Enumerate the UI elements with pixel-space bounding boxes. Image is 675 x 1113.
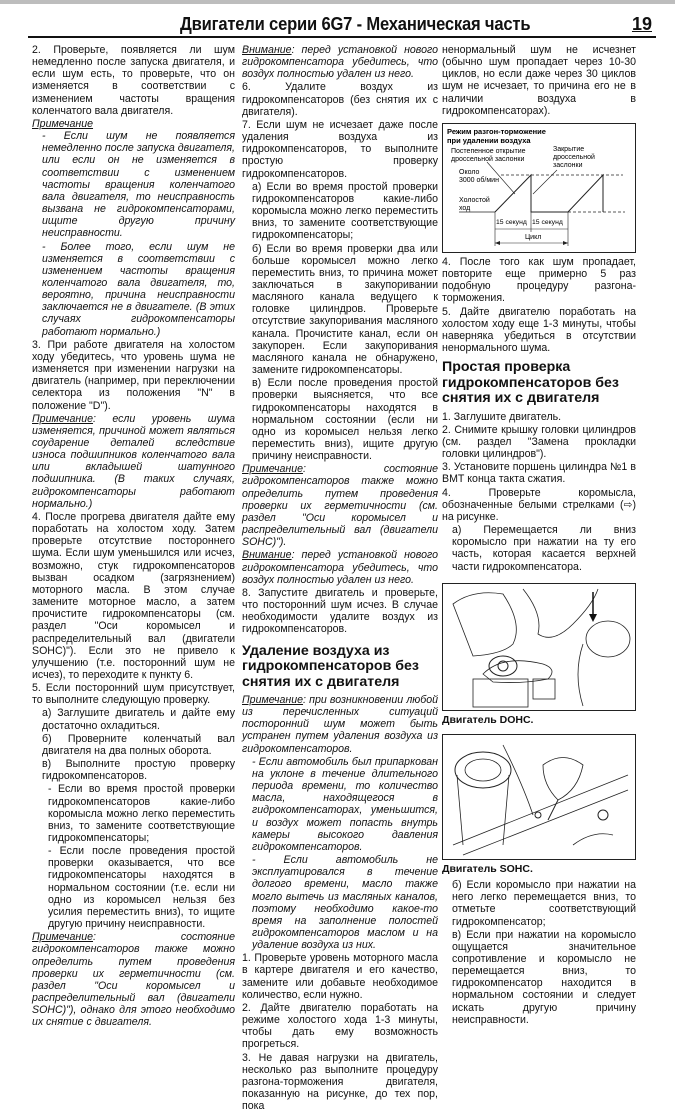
- substep-c: в) Если после проведения простой проверки выясняется, что все гидрокомпенсаторы находятся в нормальном состоянии (если ни одно из коромысел нельзя легко переместить вниз), ищите другую причину неисправности.: [252, 377, 438, 463]
- step-5: 5. Если посторонний шум присутствует, то выполните следующую проверку.: [32, 682, 235, 707]
- column-3: [442, 44, 636, 1027]
- note-text: : состояние гидрокомпенсаторов также можно определить путем проведения проверки их герметичности (см. раздел "Оси коромысел и распределительный вал (двигатели SOHC)").: [242, 463, 438, 549]
- warning-label: Внимание: [242, 44, 292, 56]
- dohc-rocker-drawing: [443, 584, 634, 710]
- check-substep-b: б) Если коромысло при нажатии на него легко перемещается вниз, то отметьте соответствующий гидрокомпенсатор;: [452, 879, 636, 928]
- check-substep-a: а) Перемещается ли вниз коромысло при нажатии на ту его часть, которая касается верхней части гидрокомпенсатора.: [452, 524, 636, 573]
- substep-item: - Если во время простой проверки гидрокомпенсаторов какие-либо коромысла можно легко переместить вниз, то замените соответствующие гидрокомпенсаторы;: [48, 783, 235, 844]
- check-step-4: [442, 487, 636, 523]
- cycle-chart: [443, 124, 634, 252]
- idle-label-line1: Холостой: [459, 196, 490, 204]
- substep-item: - Если после проведения простой проверки оказывается, что все гидрокомпенсаторы находятся в нормальном состоянии (т.е. если ни одно из коромысел нельзя без усилия переместить вниз), то ищите другую причину неисправности.: [48, 845, 235, 931]
- substep-a: а) Если во время простой проверки гидрокомпенсаторов какие-либо коромысла можно легко переместить вниз, то замените соответствующие гидрокомпенсаторы;: [252, 180, 438, 242]
- duration-label-1: 15 секунд: [496, 218, 527, 226]
- note: [32, 413, 235, 510]
- bleed-step-4: 4. После того как шум пропадает, повторите еще примерно 5 раз подобную процедуру разгона-торможения.: [442, 255, 636, 305]
- note-label: Примечание: [242, 694, 304, 706]
- step-7: 7. Если шум не исчезает даже после удаления воздуха из гидрокомпенсаторов, то выполните простую проверку гидрокомпенсаторов.: [242, 118, 438, 180]
- close-leader: [533, 170, 557, 194]
- check-step-3: 3. Установите поршень цилиндра №1 в ВМТ конца такта сжатия.: [442, 461, 636, 486]
- note-label: Примечание: [32, 117, 94, 130]
- note-label: Примечание: [32, 412, 94, 425]
- substep-b: б) Проверните коленчатый вал двигателя на два полных оборота.: [42, 732, 235, 757]
- check-step-4-text-end: ) на рисунке.: [442, 498, 636, 523]
- note-item: - Если шум не появляется немедленно после запуска двигателя, или если он не изменяется в соответствии с изменением частоты вращения коленчатого вала двигателя, то неисправность вызвана не гидрокомпенсаторами, ищите другую причину неисправности.: [42, 130, 235, 240]
- note-item: - Более того, если шум не изменяется в соответствии с изменением частоты вращения коленчатого вала двигателя, то, вероятно, причина неисправности заключается не в двигателе. (В этих случаях гидрокомпенсаторы работают нормально.): [42, 240, 235, 338]
- close-label-line2: дроссельной: [553, 153, 595, 161]
- substep-a: а) Заглушите двигатель и дайте ему достаточно охладиться.: [42, 707, 235, 732]
- warning: [242, 44, 438, 80]
- substep-c: в) Выполните простую проверку гидрокомпенсаторов.: [42, 758, 235, 783]
- warning-text: : перед установкой нового гидрокомпенсатора убедитесь, что воздух полностью удален из него.: [242, 44, 438, 81]
- duration-label-2: 15 секунд: [532, 218, 563, 226]
- note: [32, 931, 235, 1028]
- scan-top-edge: [0, 0, 675, 4]
- figure-caption-sohc: Двигатель SOHC.: [442, 862, 533, 875]
- column-2: [242, 44, 438, 1113]
- step-6: 6. Удалите воздух из гидрокомпенсаторов (без снятия их с двигателя).: [242, 81, 438, 118]
- bleed-step-1: 1. Проверьте уровень моторного масла в картере двигателя и его качество, замените или добавьте необходимое количество, если нужно.: [242, 952, 438, 1001]
- check-step-4-text: 4. Проверьте коромысла, обозначенные белыми стрелками (: [442, 486, 636, 511]
- figure-caption-dohc: Двигатель DOHC.: [442, 713, 534, 726]
- sohc-rocker-drawing: [443, 735, 634, 859]
- check-step-1: 1. Заглушите двигатель.: [442, 410, 562, 423]
- page-header: [28, 12, 656, 38]
- bleed-step-5: 5. Дайте двигателю поработать на холостом ходу еще 1-3 минуты, чтобы наверняка убедиться в отсутствии ненормального шума.: [442, 305, 636, 355]
- close-label-line3: заслонки: [553, 161, 583, 169]
- warning-text: : перед установкой нового гидрокомпенсатора убедитесь, что воздух полностью удален из него.: [242, 549, 438, 586]
- open-label-line2: дроссельной заслонки: [451, 155, 525, 163]
- section-heading: Удаление воздуха из гидрокомпенсаторов без снятия их с двигателя: [242, 642, 419, 690]
- check-substep-c: в) Если при нажатии на коромысло ощущается значительное сопротивление и коромысло не перемещается вниз, то гидрокомпенсатор находится в нормальном состоянии и следует искать другую причину неисправности.: [452, 928, 636, 1026]
- section-heading: Простая проверка гидрокомпенсаторов без снятия их с двигателя: [442, 359, 619, 407]
- bleed-step-2: 2. Дайте двигателю поработать на режиме холостого хода 1-3 минуты, чтобы дать ему возможность прогреться.: [242, 1001, 438, 1051]
- arrowhead: [563, 241, 568, 245]
- note-item: - Если автомобиль не эксплуатировался в течение долгого времени, масло также могло вытечь из масляных каналов, поэтому необходимо какое-то время на заполнение полостей гидрокомпенсаторов маслом и на удаление воздуха из них.: [252, 854, 438, 952]
- cycle-label: Цикл: [525, 233, 542, 241]
- dohc-illustration: [442, 583, 636, 711]
- arrowhead: [495, 241, 500, 245]
- bleed-step-3: 3. Не давая нагрузки на двигатель, несколько раз выполните процедуру разгона-торможения двигателя, показанную на рисунке, до тех пор, пока: [242, 1051, 438, 1113]
- accel-decel-diagram: [442, 123, 636, 253]
- check-step-2: 2. Снимите крышку головки цилиндров (см. раздел "Замена прокладки головки цилиндров").: [442, 423, 636, 461]
- note: [242, 463, 438, 548]
- throttle-cycle-trace: [495, 175, 603, 212]
- note-text: : состояние гидрокомпенсаторов также можно определить путем проведения проверки их герметичности (см. раздел "Оси коромысел и распределительный вал (двигатели SOHC)"), однако для этого необходимо их снятие с двигателя.: [32, 931, 235, 1029]
- substep-b: б) Если во время проверки два или больше коромысел можно легко переместить вниз, то причина может заключаться в закупоривании масляного канала ведущего к головке цилиндров. Проверьте отсутствие закупоривания масляного канала. Прочистите канал, если он закупорен. Если закупоривания масляного канала не обнаружено, замените гидрокомпенсаторы.: [252, 242, 438, 377]
- rpm-label-line2: 3000 об/мин: [459, 176, 499, 184]
- diagram-title-line2: при удалении воздуха: [447, 135, 531, 145]
- column-1: [32, 44, 235, 1030]
- warning-label: Внимание: [242, 549, 292, 562]
- note-item: - Если автомобиль был припаркован на уклоне в течение длительного периода времени, то количество масла, находящегося в гидрокомпенсаторах, уменьшится, и воздух может попасть внутрь камеры высокого давления гидрокомпенсаторов.: [252, 755, 438, 853]
- note: [242, 694, 438, 755]
- sohc-illustration: [442, 734, 636, 860]
- rpm-label-line1: Около: [459, 168, 480, 176]
- diagram-title-line1: Режим разгон-торможение: [447, 126, 546, 136]
- white-arrow-icon: ⇨: [623, 498, 633, 511]
- page-title: Двигатели серии 6G7 - Механическая часть: [180, 14, 531, 34]
- close-label-line1: Закрытие: [553, 145, 585, 153]
- note-text: : если уровень шума изменяется, причиной может являться соударение деталей вследствие износа подшипников коленчатого вала или вкладышей шатунного подшипника. (В таких случаях, гидрокомпенсаторы работают нормально.): [32, 412, 235, 510]
- open-label-line1: Постепенное открытие: [451, 147, 526, 155]
- step-4: 4. После прогрева двигателя дайте ему поработать на холостом ходу. Затем проверьте отсутствие постороннего шума. Если шум уменьшился или исчез, возможно, стук гидрокомпенсаторов вызван осадком (загрязнением) моторного масла. В этом случае замените моторное масло, а затем прочистите гидрокомпенсаторы (см. раздел "Оси коромысел и распределительный вал (двигатели SOHC)"). Если это не привело к улучшению (т.е. посторонний шум не исчез), то переходите к пункту 6.: [32, 510, 235, 681]
- step-8: 8. Запустите двигатель и проверьте, что посторонний шум исчез. В случае необходимости удалите воздух из гидрокомпенсаторов.: [242, 586, 438, 636]
- bleed-step-3-continued: ненормальный шум не исчезнет (обычно шум пропадает через 10-30 циклов, но если даже через 30 циклов шум не исчезает, то причина его не в наличии воздуха в гидрокомпенсаторах).: [442, 44, 636, 117]
- note-label: Примечание: [242, 463, 304, 476]
- page-number: 19: [631, 14, 652, 34]
- note-label: Примечание: [32, 931, 94, 944]
- idle-label-line2: ход: [459, 204, 471, 212]
- arrowhead: [589, 614, 597, 622]
- warning: [242, 549, 438, 585]
- step-2: 2. Проверьте, появляется ли шум немедленно после запуска двигателя, и если шум есть, то проверьте, что он изменяется в соответствии с изменением частоты вращения коленчатого вала двигателя.: [32, 44, 235, 117]
- step-3: 3. При работе двигателя на холостом ходу убедитесь, что уровень шума не изменяется при изменении нагрузки на двигатель (например, при переключении селектора из положения "N" в положение "D").: [32, 338, 235, 412]
- note-text: : при возникновении любой из перечисленных ситуаций посторонний шум может быть устранен путем удаления воздуха из гидрокомпенсаторов.: [242, 694, 438, 755]
